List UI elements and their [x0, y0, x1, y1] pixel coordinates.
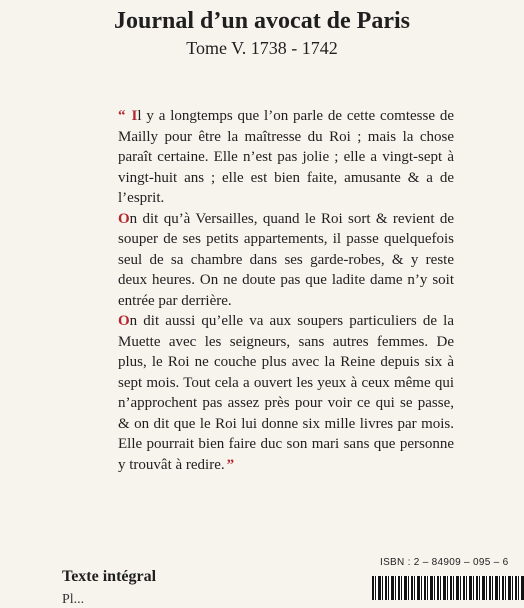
quote-paragraph-1 [118, 106, 454, 209]
quote-excerpt [118, 106, 454, 475]
book-title: Journal d’un avocat de Paris [113, 8, 410, 34]
paragraph-3-text: n dit aussi qu’elle va aux soupers particuliers de la Muette avec les seigneurs, sans autres femmes. De plus, le Roi ne couche plus avec la Reine depuis six à sept mois. Tout cela a ouvert les yeux à ceux même qui n’approchent pas assez près pour voir ce qui se passe, & on dit que le Roi lui donne six mille livres par mois. Elle pourrait bien faire duc son mari sans que personne y trouvât à redire. [118, 313, 454, 473]
paragraph-2-text: n dit qu’à Versailles, quand le Roi sort & revient de souper de ses petits appartements, il passe quelquefois seul de sa chambre dans ses garde-robes, & y reste deux heures. On ne doute pas que ladite dame n’y soit entrée par derrière. [118, 210, 454, 309]
cut-off-text: Pl... [62, 592, 85, 607]
quote-paragraph-2 [118, 209, 454, 312]
paragraph-1-text: l y a longtemps que l’on parle de cette comtesse de Mailly pour être la maîtresse du Roi ; mais la chose paraît certaine. Elle n’est pas jolie ; elle a vingt-sept à vingt-huit ans ; elle est bien faite, amusante & a de l’esprit. [118, 108, 454, 206]
quote-paragraph-3 [118, 311, 454, 475]
book-subtitle: Tome V. 1738 - 1742 [186, 38, 338, 58]
drop-initial-3: O [118, 313, 130, 329]
barcode-icon [372, 576, 524, 600]
close-quote-mark: ” [226, 456, 233, 473]
open-quote-mark: “ [118, 108, 124, 124]
drop-initial-1: I [131, 108, 138, 124]
isbn-number: ISBN : 2 – 84909 – 095 – 6 [380, 557, 509, 568]
texte-integral-label: Texte intégral [62, 568, 157, 585]
drop-initial-2: O [118, 210, 130, 227]
